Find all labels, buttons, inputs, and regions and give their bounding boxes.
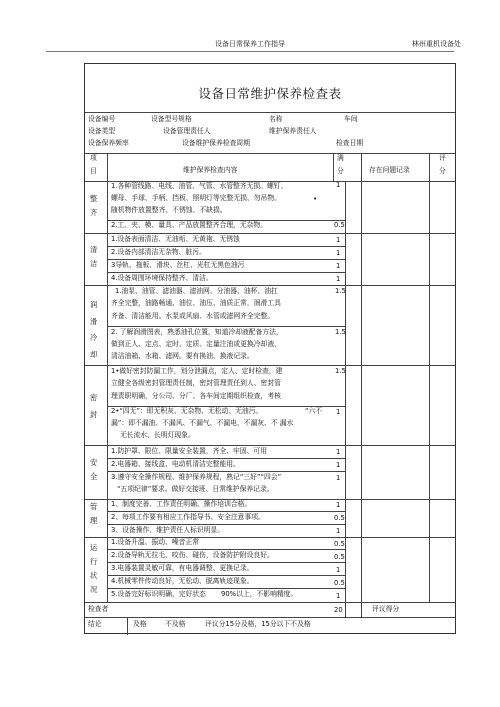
- item-text: 2. 了解润滑图表，熟悉油孔位置，知道冷却液配备方法，: [111, 328, 283, 336]
- item-score: 0.5: [334, 221, 345, 229]
- label-inspection-date: 检查日期: [336, 139, 364, 147]
- inspection-form: [84, 63, 456, 634]
- item-score: 1: [336, 527, 341, 535]
- label-inspector: 检查者: [88, 605, 109, 613]
- row-rule: [107, 575, 345, 576]
- item-score: 1.5: [335, 367, 346, 375]
- item-text: 1.设备升温、振动、噪音正常: [111, 538, 200, 546]
- row-rule: [107, 562, 345, 563]
- header-project: 目: [90, 167, 97, 175]
- item-text: 清洁油箱、水箱、滤网。要有换油、换液记录。: [111, 352, 254, 360]
- item-text: 1、制度完善、工作责任明确、操作培训合格。: [111, 500, 252, 508]
- header-score: 分: [337, 167, 344, 175]
- col-rule: [333, 153, 334, 181]
- item-text: 2.电器箱、接线盒、电动机清洁完整能用。: [111, 460, 240, 468]
- item-text: 2.设备导轨无拉毛、咬伤、碰伤，设备防护附设良好。: [111, 551, 274, 559]
- item-text: 齐全完整，油路畅通、油位、油压、油质正常，润滑工具: [111, 299, 281, 307]
- item-score: 1: [336, 474, 341, 482]
- item-text: 1.设备表面清洁、无油垢、无黄袍、无锈蚀: [111, 235, 240, 243]
- item-text: 理责职明确，分公司、分厂、各车间定期组织检查，考核: [111, 392, 281, 400]
- item-score: 0.5: [334, 553, 345, 561]
- label-equipment-manager: 设备管理责任人: [163, 127, 211, 135]
- col-rule: [361, 153, 362, 617]
- item-text: 2•“四无”：即无积灰、无杂物、无松动、无油污。: [111, 407, 263, 415]
- item-text: 3导轨、拖板、滑块、丝杠、光杠无黑色油污: [111, 261, 245, 269]
- item-text: 螺母、手球、手柄、挡板、照明灯等完整无损、勿吊物。: [111, 194, 281, 202]
- label-inspection-cycle: 设备维护保养检查周期: [182, 139, 250, 147]
- item-score: 1: [336, 461, 341, 469]
- item-text: 1.油泵、油管、滤油器、滤油网、分油器、油杯、油扛: [115, 287, 278, 295]
- row-rule: [85, 445, 455, 446]
- row-rule: [107, 246, 345, 247]
- item-text: 随机物件放置整齐、不锈蚀、不缺损。: [111, 206, 227, 214]
- label-conclusion: 结论: [88, 620, 102, 628]
- section-label-operation: 运 行 状 况: [90, 543, 98, 595]
- col-rule: [127, 617, 128, 635]
- item-text: 3.遵守安全操作规程、维护保养规程，熟记“三好”“四会”: [111, 473, 282, 481]
- item-score: 1: [336, 236, 341, 244]
- header-rating: 评: [439, 154, 446, 162]
- item-text: 5.设备完好标识明确，完好状态: [111, 590, 206, 598]
- section-label-clean: 清 洁: [90, 245, 98, 268]
- item-score: 1: [336, 275, 341, 283]
- row-rule: [107, 259, 345, 260]
- total-score: 20: [334, 606, 343, 614]
- item-text: 1•做好密封防漏工作，划分泄漏点，定人、定时检查，建: [111, 367, 283, 375]
- item-text: 3.电器装置灵敏可靠，有电器调整、更换记录。: [111, 564, 254, 572]
- row-rule: [107, 511, 345, 512]
- item-score: 1: [336, 566, 341, 574]
- row-rule: [107, 471, 345, 472]
- item-score: 1: [336, 592, 341, 600]
- item-score: 1: [336, 448, 341, 456]
- item-text: 4.设备周围环境保持整齐、清洁。: [111, 274, 213, 282]
- pass-criteria: 评议分15分及格，15分以下不及格: [205, 620, 311, 628]
- option-fail: 不及格: [165, 620, 186, 628]
- label-equipment-model: 设备型号规格: [151, 115, 192, 123]
- section-label-seal: 密 封: [90, 393, 98, 420]
- item-text: 1.防护罩、限位、限量安全装置，齐全、牢固、可用: [111, 447, 268, 455]
- item-text: 1.各种管线路、电线、油管、气管、水管整齐无损。螺钉、: [111, 182, 288, 190]
- label-rating-score: 评议得分: [372, 605, 400, 613]
- item-score: 1: [336, 249, 341, 257]
- header-rating: 分: [439, 167, 446, 175]
- label-workshop: 车间: [344, 115, 358, 123]
- header-content: 维护保养检查内容: [183, 166, 238, 174]
- row-rule: [107, 588, 345, 589]
- item-text: 做到正人、定点、定时、定质、定量注油或更换冷却液，: [111, 340, 281, 348]
- item-score: 1: [336, 408, 341, 416]
- col-rule: [429, 153, 430, 602]
- section-label-lubrication: 润 滑 冷 却: [90, 300, 98, 359]
- item-text: 3、设备操作、维护责任人标识明显。: [111, 526, 225, 534]
- page-header-right: 林州重机设备处: [412, 40, 461, 48]
- row-rule: [107, 326, 345, 327]
- row-rule: [85, 233, 455, 234]
- item-score: 1.5: [335, 287, 346, 295]
- header-project: 项: [90, 154, 97, 162]
- item-text: 无长流水、长明灯现象。: [120, 431, 195, 439]
- header-rule: [46, 51, 454, 52]
- label-equipment-type: 设备类型: [88, 127, 116, 135]
- row-rule: [85, 285, 455, 286]
- item-text: “六不: [305, 407, 323, 415]
- item-text: 2.工、夹、模、量具、产品放置整齐合理，无杂物。: [111, 221, 268, 229]
- header-score: 满: [337, 154, 344, 162]
- item-score: 1: [336, 262, 341, 270]
- header-issues: 存在问题记录: [369, 166, 410, 174]
- row-rule: [107, 458, 345, 459]
- col-rule: [345, 181, 346, 617]
- item-text: 漏”：即不漏油、不漏风、不漏气、不漏电、不漏灰、不 漏水: [111, 419, 294, 427]
- label-maintenance-owner: 维护保养责任人: [269, 127, 317, 135]
- item-score: 1: [336, 501, 341, 509]
- section-label-management: 管 理: [90, 502, 98, 526]
- item-text: 2.设备内部清洁无杂物、脏污。: [111, 248, 206, 256]
- item-text: 齐备、清洁能用。水泵或风扇、水管或滤网齐全完整。: [111, 312, 275, 320]
- item-score: 1: [336, 181, 341, 189]
- row-rule: [107, 549, 345, 550]
- row-rule: [85, 112, 455, 113]
- item-text: 2、每项工作要有相应工作指导书、安全注意事项。: [111, 513, 265, 521]
- item-score: 1.5: [335, 328, 346, 336]
- row-rule: [107, 272, 345, 273]
- row-rule: [85, 617, 455, 618]
- item-text: 立健全各级密封管理责任制，密封管理责任到人、密封管: [111, 379, 281, 387]
- page-header-left: 设备日常保养工作指导: [215, 40, 285, 48]
- item-text: 90%以上，不影响精度。: [221, 590, 298, 598]
- item-score: 0.5: [334, 540, 345, 548]
- bullet-mark: •: [313, 195, 318, 203]
- item-score: 0.5: [334, 579, 345, 587]
- label-equipment-no: 设备编号: [88, 115, 116, 123]
- label-equipment-name: 名称: [269, 115, 283, 123]
- row-rule: [107, 524, 345, 525]
- section-label-tidy: 整 齐: [90, 194, 98, 217]
- label-maintenance-frequency: 设备保养频率: [88, 139, 129, 147]
- row-rule: [85, 365, 455, 366]
- row-rule: [85, 602, 455, 603]
- item-score: 0.5: [334, 514, 345, 522]
- option-pass: 及格: [133, 620, 147, 628]
- row-rule: [85, 153, 455, 154]
- section-label-safety: 安 全: [90, 458, 98, 481]
- item-text: “五项纪律”要求。做好交接班、日常维护保养记录。: [117, 485, 274, 493]
- item-text: 4.机械零件传动良好，无松动、脱离轨迹现象。: [111, 577, 254, 585]
- col-rule: [107, 153, 108, 602]
- form-title: 设备日常维护保养检查表: [198, 86, 342, 101]
